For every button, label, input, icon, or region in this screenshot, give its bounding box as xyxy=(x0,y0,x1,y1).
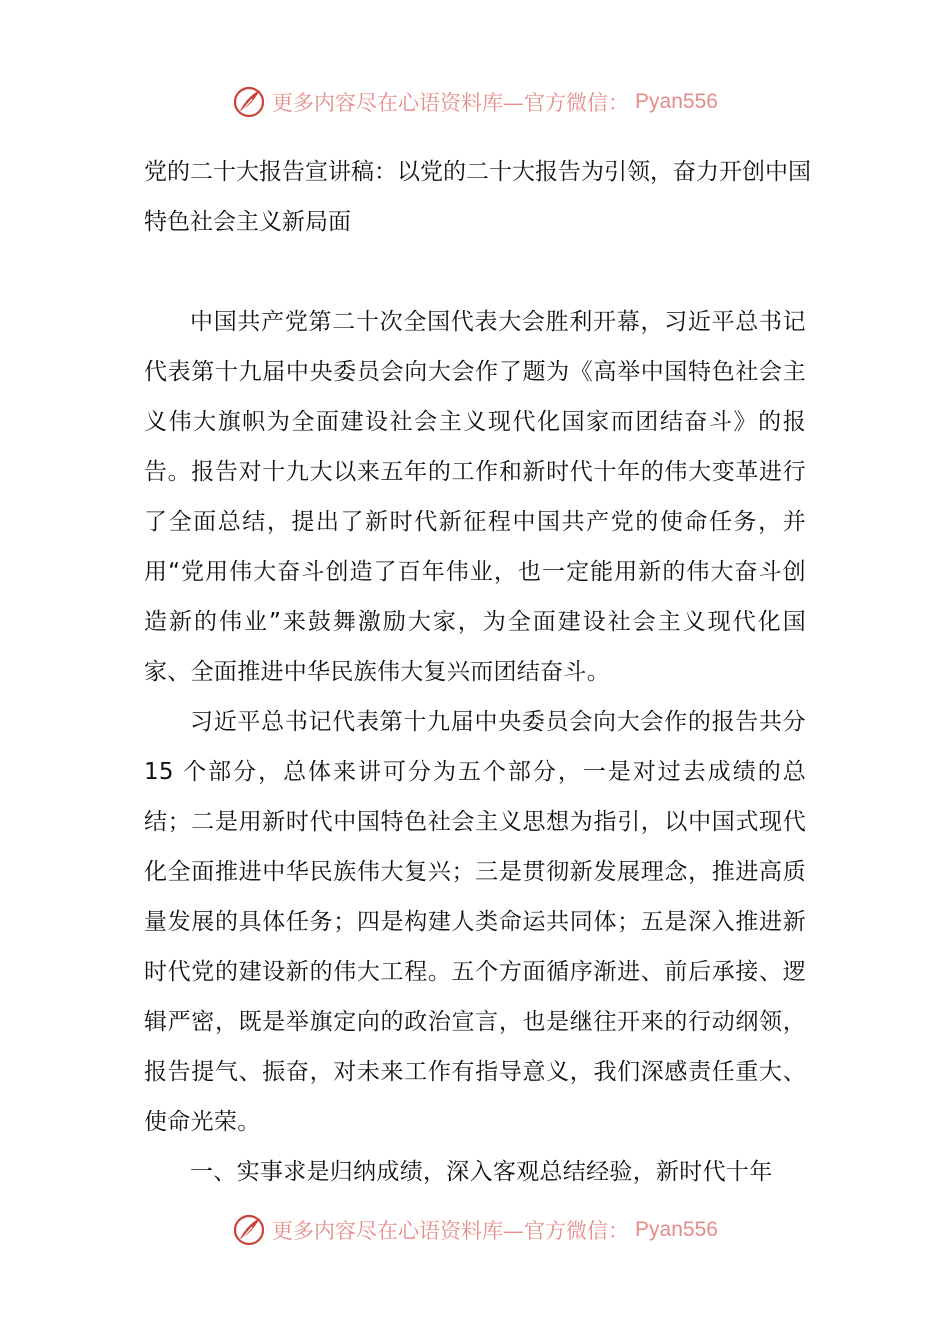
document-title: 党的二十大报告宣讲稿：以党的二十大报告为引领，奋力开创中国特色社会主义新局面 xyxy=(144,159,811,235)
quill-logo-icon xyxy=(232,85,266,119)
watermark-wechat-id: Pyan556 xyxy=(635,90,718,113)
watermark-text: 更多内容尽在心语资料库—官方微信： xyxy=(272,91,630,115)
body-paragraph-1: 中国共产党第二十次全国代表大会胜利开幕，习近平总书记代表第十九届中央委员会向大会作了题为《高举中国特色社会主义伟大旗帜为全面建设社会主义现代化国家而团结奋斗》的报告。报告对十九大以来五年的工作和新时代十年的伟大变革进行了全面总结，提出了新时代新征程中国共产党的使命任务，并用“党用伟大奋斗创造了百年伟业，也一定能用新的伟大奋斗创造新的伟业”来鼓舞激励大家，为全面建设社会主义现代化国家、全面推进中华民族伟大复兴而团结奋斗。 xyxy=(144,309,806,685)
header-watermark xyxy=(0,80,950,124)
document-body xyxy=(144,297,806,1197)
watermark-wechat-id: Pyan556 xyxy=(635,1218,718,1241)
body-paragraph-3: 一、实事求是归纳成绩，深入客观总结经验，新时代十年 xyxy=(190,1159,773,1185)
footer-watermark xyxy=(0,1208,950,1252)
body-paragraph-2: 习近平总书记代表第十九届中央委员会向大会作的报告共分 15 个部分，总体来讲可分为五个部分，一是对过去成绩的总结；二是用新时代中国特色社会主义思想为指引，以中国式现代化全面推进中华民族伟大复兴；三是贯彻新发展理念，推进高质量发展的具体任务；四是构建人类命运共同体；五是深入推进新时代党的建设新的伟大工程。五个方面循序渐进、前后承接、逻辑严密，既是举旗定向的政治宣言，也是继往开来的行动纲领，报告提气、振奋，对未来工作有指导意义，我们深感责任重大、使命光荣。 xyxy=(144,709,806,1135)
watermark-text: 更多内容尽在心语资料库—官方微信： xyxy=(272,1219,630,1243)
quill-logo-icon xyxy=(232,1213,266,1247)
